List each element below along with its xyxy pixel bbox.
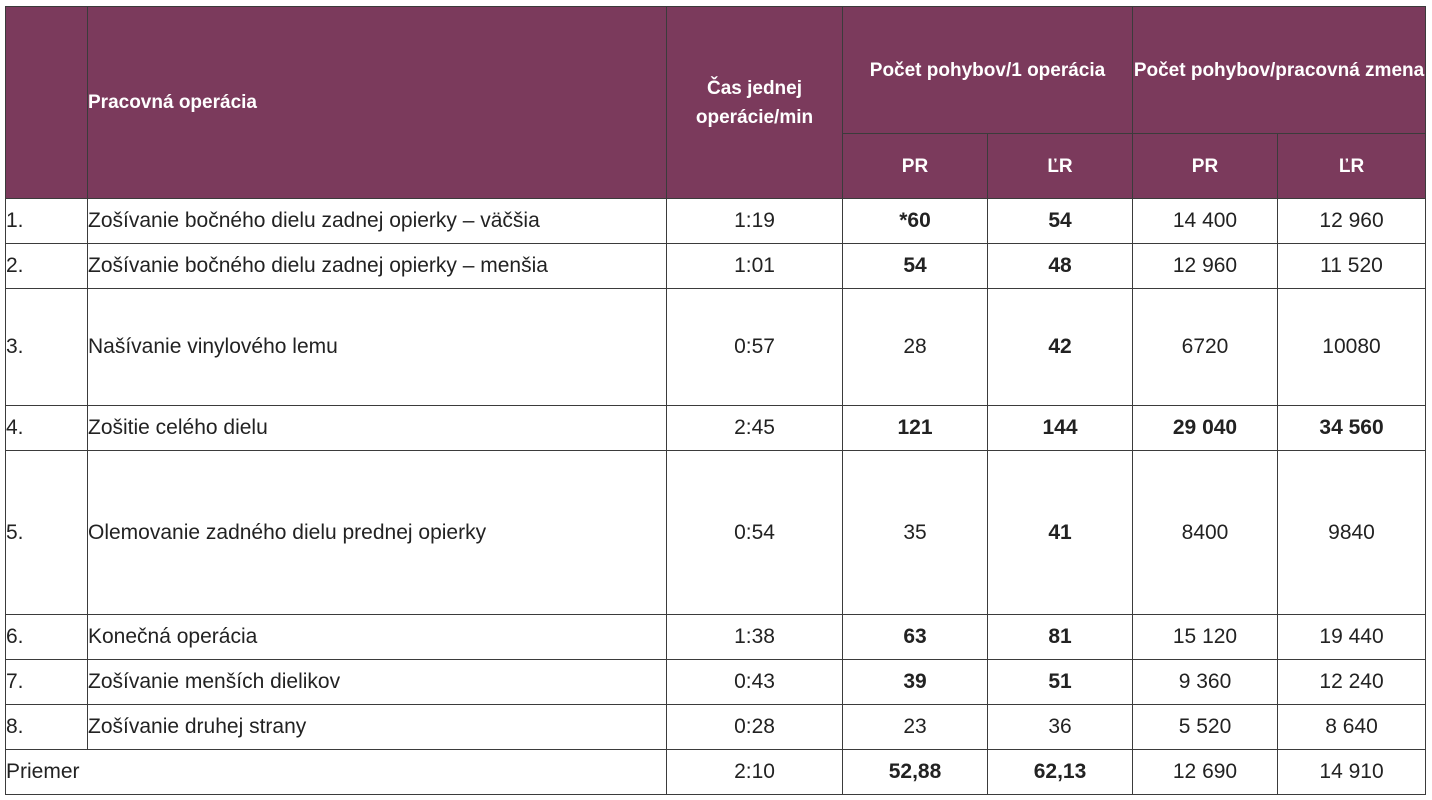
table-row: [6, 705, 1426, 750]
operations-table: [5, 6, 1426, 795]
header-blank: [6, 7, 88, 199]
header-pr-operation: PR: [843, 134, 988, 199]
row-lr-operation: 41: [988, 451, 1133, 615]
row-time: 0:28: [667, 705, 843, 750]
row-number: 8.: [6, 705, 88, 750]
header-lr-operation: ĽR: [988, 134, 1133, 199]
row-lr-shift: 12 960: [1278, 199, 1426, 244]
table-row: [6, 615, 1426, 660]
table-row: [6, 289, 1426, 406]
row-pr-shift: 12 960: [1133, 244, 1278, 289]
footer-pr-shift: 12 690: [1133, 750, 1278, 795]
row-pr-shift: 5 520: [1133, 705, 1278, 750]
row-pr-shift: 6720: [1133, 289, 1278, 406]
footer-time: 2:10: [667, 750, 843, 795]
row-lr-shift: 11 520: [1278, 244, 1426, 289]
row-pr-shift: 14 400: [1133, 199, 1278, 244]
row-time: 0:54: [667, 451, 843, 615]
footer-lr-operation: 62,13: [988, 750, 1133, 795]
row-time: 1:38: [667, 615, 843, 660]
row-pr-operation: 54: [843, 244, 988, 289]
row-operation: Zošívanie bočného dielu zadnej opierky – väčšia: [88, 199, 667, 244]
row-lr-shift: 9840: [1278, 451, 1426, 615]
row-operation: Našívanie vinylového lemu: [88, 289, 667, 406]
row-pr-operation: 35: [843, 451, 988, 615]
header-pr-shift: PR: [1133, 134, 1278, 199]
row-operation: Zošitie celého dielu: [88, 406, 667, 451]
row-lr-shift: 8 640: [1278, 705, 1426, 750]
row-pr-shift: 8400: [1133, 451, 1278, 615]
row-pr-operation: 39: [843, 660, 988, 705]
row-operation: Zošívanie menších dielikov: [88, 660, 667, 705]
row-number: 2.: [6, 244, 88, 289]
row-time: 2:45: [667, 406, 843, 451]
row-operation: Olemovanie zadného dielu prednej opierky: [88, 451, 667, 615]
row-lr-operation: 42: [988, 289, 1133, 406]
table-row: [6, 660, 1426, 705]
table-row: [6, 406, 1426, 451]
row-pr-operation: 28: [843, 289, 988, 406]
row-pr-operation: *60: [843, 199, 988, 244]
footer-pr-operation: 52,88: [843, 750, 988, 795]
footer-lr-shift: 14 910: [1278, 750, 1426, 795]
table-footer-row: [6, 750, 1426, 795]
row-number: 1.: [6, 199, 88, 244]
header-moves-per-operation: Počet pohybov/1 operácia: [843, 7, 1133, 134]
row-lr-operation: 54: [988, 199, 1133, 244]
row-number: 4.: [6, 406, 88, 451]
row-number: 3.: [6, 289, 88, 406]
row-number: 6.: [6, 615, 88, 660]
row-pr-shift: 29 040: [1133, 406, 1278, 451]
row-pr-shift: 15 120: [1133, 615, 1278, 660]
row-pr-operation: 63: [843, 615, 988, 660]
table-row: [6, 244, 1426, 289]
row-lr-operation: 51: [988, 660, 1133, 705]
row-time: 1:19: [667, 199, 843, 244]
row-operation: Zošívanie druhej strany: [88, 705, 667, 750]
row-number: 7.: [6, 660, 88, 705]
row-lr-shift: 10080: [1278, 289, 1426, 406]
row-lr-shift: 12 240: [1278, 660, 1426, 705]
row-time: 1:01: [667, 244, 843, 289]
row-lr-operation: 36: [988, 705, 1133, 750]
row-lr-operation: 144: [988, 406, 1133, 451]
row-pr-operation: 121: [843, 406, 988, 451]
row-lr-shift: 34 560: [1278, 406, 1426, 451]
header-time: Čas jednej operácie/min: [667, 7, 843, 199]
row-lr-operation: 81: [988, 615, 1133, 660]
row-lr-operation: 48: [988, 244, 1133, 289]
header-lr-shift: ĽR: [1278, 134, 1426, 199]
row-lr-shift: 19 440: [1278, 615, 1426, 660]
header-operation: Pracovná operácia: [88, 7, 667, 199]
table-row: [6, 199, 1426, 244]
footer-label: Priemer: [6, 750, 667, 795]
row-pr-operation: 23: [843, 705, 988, 750]
table-row: [6, 451, 1426, 615]
row-time: 0:57: [667, 289, 843, 406]
row-number: 5.: [6, 451, 88, 615]
row-operation: Konečná operácia: [88, 615, 667, 660]
header-moves-per-shift: Počet pohybov/pracovná zmena: [1133, 7, 1426, 134]
row-operation: Zošívanie bočného dielu zadnej opierky – menšia: [88, 244, 667, 289]
row-pr-shift: 9 360: [1133, 660, 1278, 705]
row-time: 0:43: [667, 660, 843, 705]
